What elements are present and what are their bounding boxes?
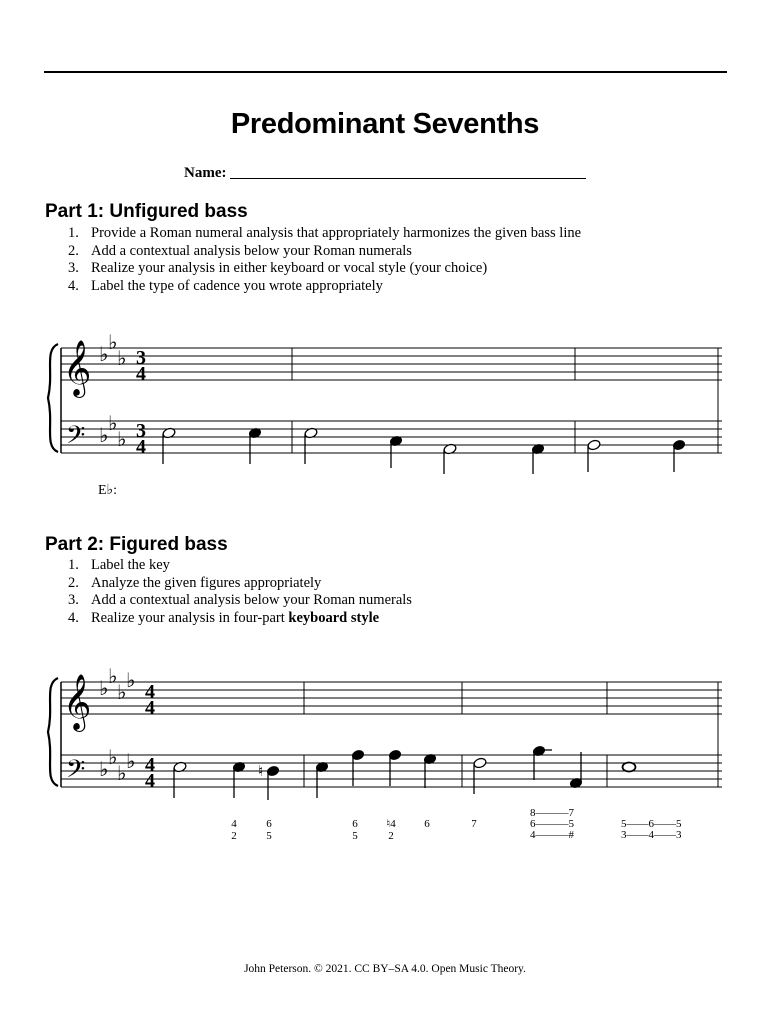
- list-item: 2. Add a contextual analysis below your Roman numerals: [68, 242, 412, 259]
- note: [473, 757, 487, 769]
- time-signature-top: 3: [136, 347, 146, 369]
- figure: 8———7: [530, 807, 574, 819]
- figure: 7: [471, 818, 477, 830]
- figure: 6: [424, 818, 430, 830]
- bass-clef-icon: 𝄢: [66, 755, 86, 790]
- natural-icon: ♮: [258, 762, 264, 780]
- figure: 6: [352, 818, 358, 830]
- list-item: 3. Realize your analysis in either keyboard or vocal style (your choice): [68, 260, 488, 276]
- list-item: 4. Label the type of cadence you wrote appropriately: [68, 277, 383, 294]
- figure: 4: [231, 818, 237, 830]
- time-signature-bottom: 4: [136, 436, 146, 458]
- time-signature-bottom: 4: [145, 770, 155, 792]
- figure: 5——6——5: [621, 818, 682, 830]
- figure: 5: [266, 830, 272, 842]
- flat-icon: ♭: [126, 749, 136, 773]
- figured-bass-lines: [530, 807, 682, 841]
- flat-icon: ♭: [108, 411, 118, 435]
- figure: ♮4: [386, 818, 396, 830]
- part2-heading: Part 2: Figured bass: [45, 534, 228, 555]
- list-item: 1. Label the key: [68, 557, 170, 573]
- flat-icon: ♭: [117, 427, 127, 451]
- figure: 4———#: [530, 829, 574, 841]
- list-item: 3. Add a contextual analysis below your Roman numerals: [68, 592, 412, 608]
- flat-icon: ♭: [108, 330, 118, 354]
- flat-icon: ♭: [99, 342, 109, 366]
- part1-heading: Part 1: Unfigured bass: [45, 201, 248, 222]
- bass-clef-icon: 𝄢: [66, 421, 86, 456]
- flat-icon: ♭: [99, 676, 109, 700]
- figure: 5: [352, 830, 358, 842]
- figured-bass: [231, 818, 477, 842]
- time-signature-bottom: 4: [136, 363, 146, 385]
- name-label: Name:: [184, 165, 227, 181]
- time-signature-top: 4: [145, 681, 155, 703]
- footer-credit: John Peterson. © 2021. CC BY–SA 4.0. Open Music Theory.: [244, 963, 526, 975]
- brace-icon: [48, 678, 58, 786]
- flat-icon: ♭: [108, 745, 118, 769]
- flat-icon: ♭: [117, 346, 127, 370]
- flat-icon: ♭: [99, 423, 109, 447]
- time-signature-bottom: 4: [145, 697, 155, 719]
- figure: 2: [388, 830, 394, 842]
- flat-icon: ♭: [126, 668, 136, 692]
- treble-clef-icon: 𝄞: [63, 674, 92, 730]
- note: [623, 763, 636, 772]
- flat-icon: ♭: [117, 680, 127, 704]
- flat-icon: ♭: [117, 761, 127, 785]
- list-item: 1. Provide a Roman numeral analysis that appropriately harmonizes the given bass line: [68, 225, 582, 241]
- key-label: E♭:: [98, 483, 118, 498]
- flat-icon: ♭: [99, 757, 109, 781]
- time-signature-top: 4: [145, 754, 155, 776]
- flat-icon: ♭: [108, 664, 118, 688]
- figure: 2: [231, 830, 237, 842]
- list-item: 2. Analyze the given figures appropriately: [68, 574, 322, 591]
- page-title: Predominant Sevenths: [230, 108, 540, 140]
- treble-clef-icon: 𝄞: [63, 340, 92, 396]
- list-item: 4. Realize your analysis in four-part keyboard style: [68, 609, 380, 626]
- time-signature-top: 3: [136, 420, 146, 442]
- figure: 6: [266, 818, 272, 830]
- figure: 3——4——3: [621, 829, 682, 841]
- figure: 6———5: [530, 818, 574, 830]
